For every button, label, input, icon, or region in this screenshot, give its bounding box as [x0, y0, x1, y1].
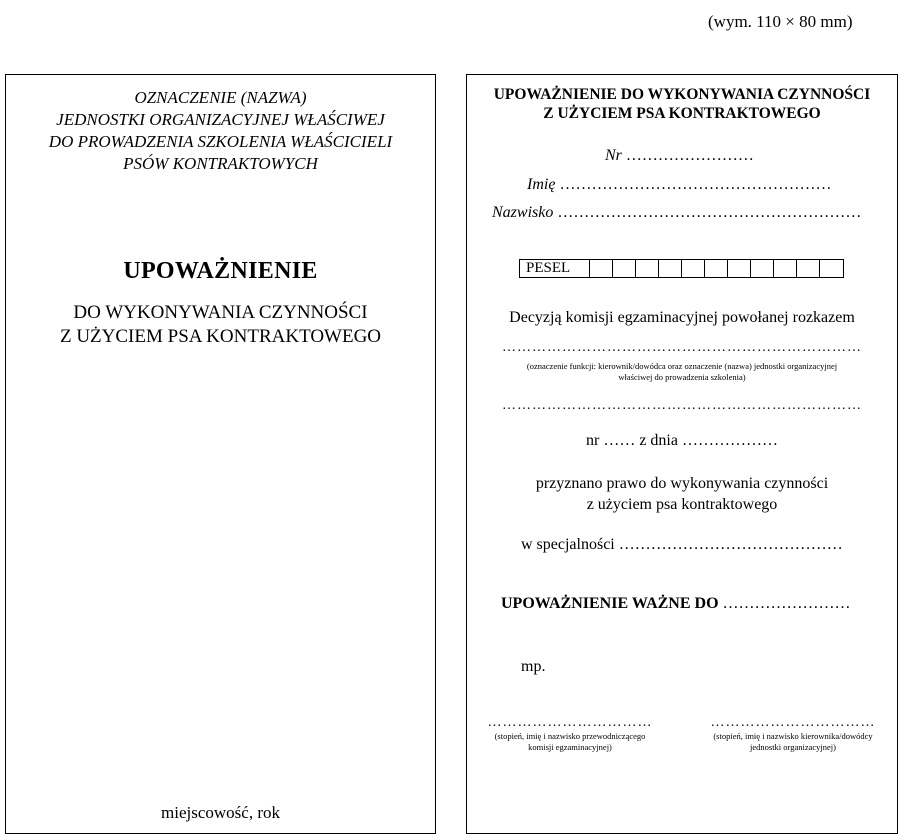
signature-caption-line: (stopień, imię i nazwisko kierownika/dowódcy: [713, 731, 873, 741]
pesel-cell: [613, 260, 636, 277]
pesel-cell: [659, 260, 682, 277]
last-name-field: [492, 204, 861, 222]
unit-line: PSÓW KONTRAKTOWYCH: [123, 154, 318, 173]
signature-dots: ……………………………: [710, 715, 876, 730]
signature-dots: ……………………………: [487, 715, 653, 730]
pesel-cell: [728, 260, 751, 277]
pesel-cell: [682, 260, 705, 277]
order-number-date: nr …… z dnia ………………: [586, 432, 778, 449]
signature-caption-line: komisji egzaminacyjnej): [528, 742, 612, 752]
last-name-label: Nazwisko: [492, 204, 554, 221]
cover-subtitle: [6, 301, 435, 349]
authorization-title-line: Z UŻYCIEM PSA KONTRAKTOWEGO: [543, 105, 821, 122]
unit-line: OZNACZENIE (NAZWA): [134, 88, 307, 107]
pesel-box: [519, 259, 844, 278]
unit-line: DO PROWADZENIA SZKOLENIA WŁAŚCICIELI: [48, 132, 393, 151]
granted-line: przyznano prawo do wykonywania czynności: [535, 475, 829, 492]
signature-commander: [695, 715, 891, 753]
decision-note: [467, 361, 897, 383]
stamp-place: mp.: [521, 658, 546, 675]
cover-page: [5, 74, 436, 834]
granted-line: z użyciem psa kontraktowego: [586, 496, 778, 513]
nr-field: [605, 147, 754, 165]
nr-label: Nr: [605, 147, 622, 164]
signature-chairman: [475, 715, 665, 753]
unit-line: JEDNOSTKI ORGANIZACYJNEJ WŁAŚCIWEJ: [56, 110, 385, 129]
granted-text: [467, 473, 897, 515]
dotted-line: ………………………………………………………………: [502, 398, 862, 413]
signature-caption-line: jednostki organizacyjnej): [750, 742, 836, 752]
signature-caption: [695, 731, 891, 753]
decision-note-line: (oznaczenie funkcji: kierownik/dowódca oraz oznaczenie (nazwa) jednostki organizacyjnej: [526, 361, 838, 371]
specialty-field: w specjalności ……………………………………: [521, 536, 843, 553]
pesel-cell: [820, 260, 843, 277]
pesel-cell: [751, 260, 774, 277]
document-dimensions: (wym. 110 × 80 mm): [708, 12, 853, 31]
nr-dots: ……………………: [625, 147, 754, 164]
pesel-cell: [590, 260, 613, 277]
pesel-cell: [774, 260, 797, 277]
last-name-dots: …………………………………………………: [557, 204, 862, 221]
pesel-cell: [636, 260, 659, 277]
authorization-title-line: UPOWAŻNIENIE DO WYKONYWANIA CZYNNOŚCI: [493, 86, 871, 103]
unit-name-block: [6, 87, 435, 175]
decision-text: Decyzją komisji egzaminacyjnej powołanej rozkazem: [509, 309, 855, 326]
valid-until-label: UPOWAŻNIENIE WAŻNE DO: [501, 595, 719, 612]
pesel-cell: [797, 260, 820, 277]
first-name-label: Imię: [527, 176, 556, 193]
place-year: miejscowość, rok: [161, 803, 280, 822]
signature-caption: [475, 731, 665, 753]
cover-subtitle-line: Z UŻYCIEM PSA KONTRAKTOWEGO: [59, 326, 382, 347]
first-name-field: [527, 176, 831, 194]
signature-caption-line: (stopień, imię i nazwisko przewodniczącego: [494, 731, 646, 741]
pesel-cell: [705, 260, 728, 277]
authorization-page: [466, 74, 898, 834]
cover-subtitle-line: DO WYKONYWANIA CZYNNOŚCI: [73, 302, 368, 323]
pesel-label: PESEL: [520, 260, 590, 277]
decision-note-line: właściwej do prowadzenia szkolenia): [618, 372, 746, 382]
valid-until-field: [501, 595, 851, 613]
authorization-title: [467, 85, 897, 123]
first-name-dots: ……………………………………………: [559, 176, 832, 193]
dotted-line: ………………………………………………………………: [502, 340, 862, 355]
valid-until-dots: ……………………: [722, 595, 851, 612]
cover-title: UPOWAŻNIENIE: [123, 258, 318, 284]
